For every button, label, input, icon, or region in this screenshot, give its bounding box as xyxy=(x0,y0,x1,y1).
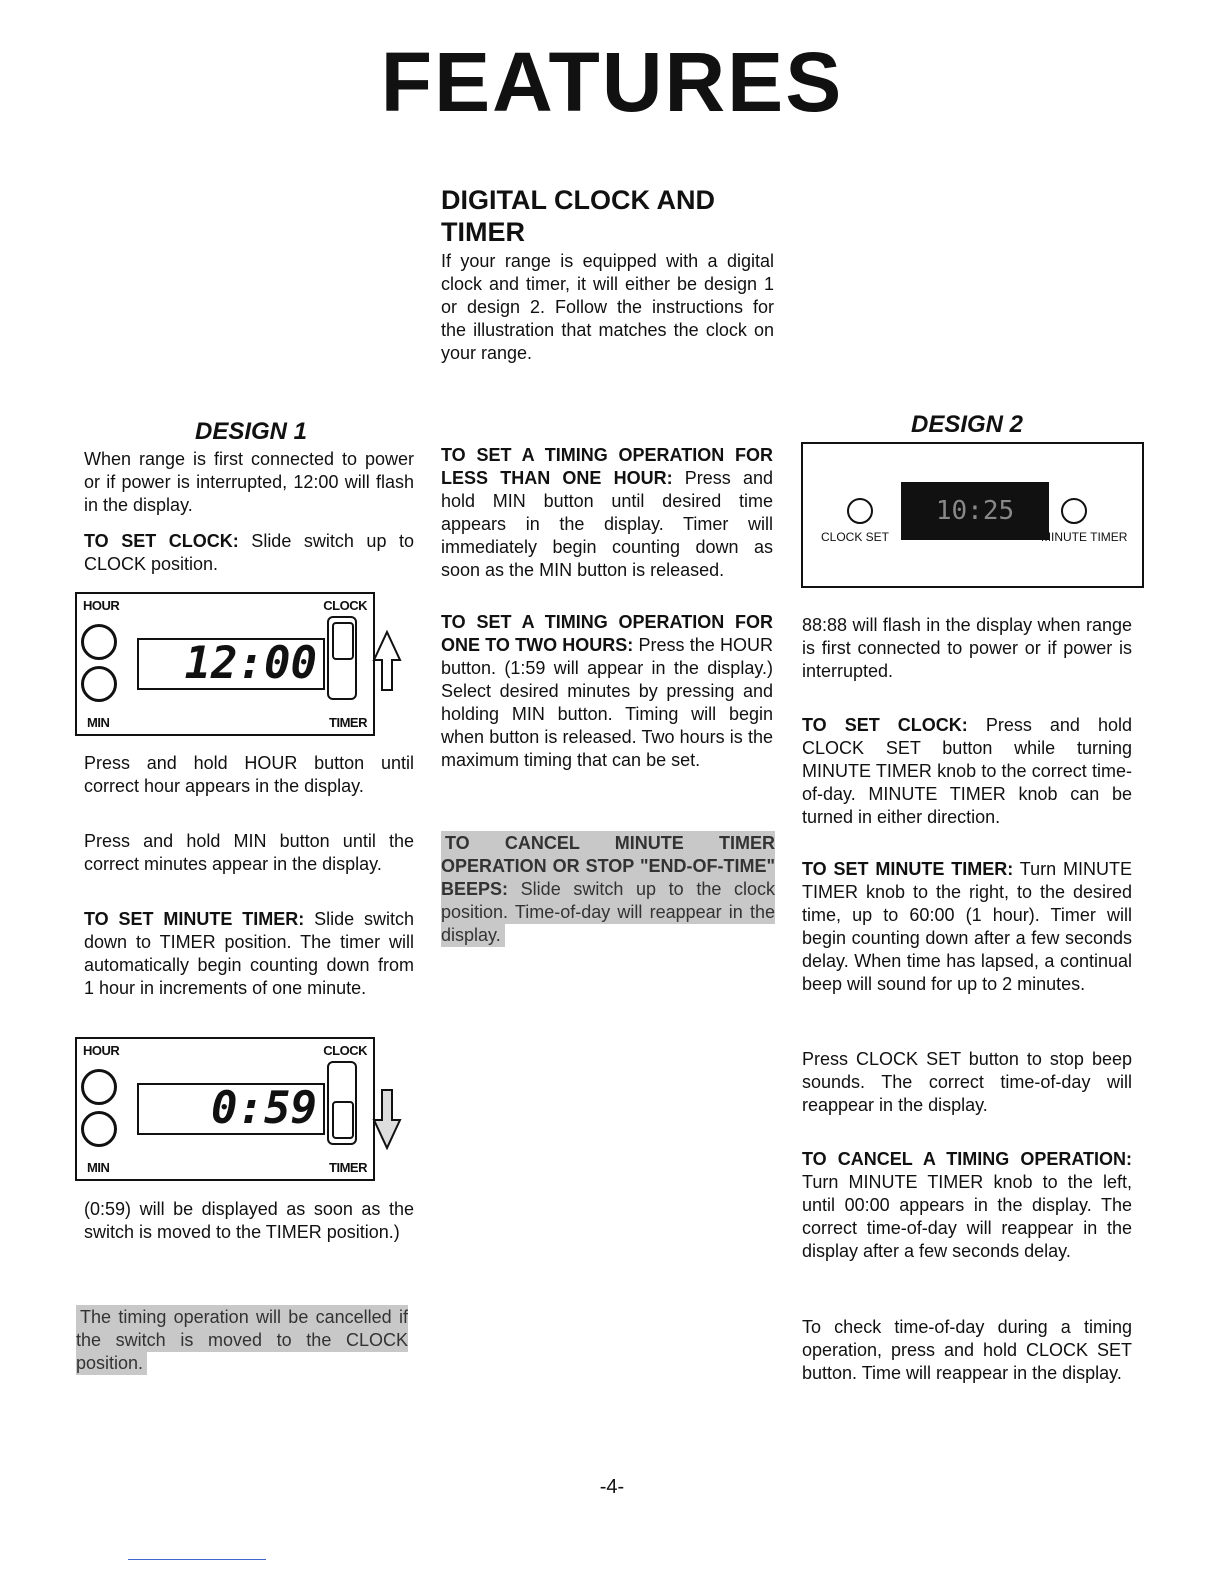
d2-cancel-label: TO CANCEL A TIMING OPERATION: xyxy=(802,1149,1132,1169)
timing-less-label: TO SET A TIMING OPERATION FOR LESS THAN ONE HOUR: xyxy=(441,445,773,488)
section-heading: DIGITAL CLOCK AND TIMER xyxy=(441,185,715,247)
clock-panel-12-00 xyxy=(75,592,375,736)
arrow-up-icon xyxy=(372,630,402,692)
min-label: MIN xyxy=(87,1160,110,1175)
min-label: MIN xyxy=(87,715,110,730)
clock-timer-switch[interactable] xyxy=(327,616,357,700)
design2-heading: DESIGN 2 xyxy=(911,411,1024,438)
clock-set-label: CLOCK SET xyxy=(821,530,890,544)
set-timer-label: TO SET MINUTE TIMER: xyxy=(84,909,305,929)
timing-less-text: Press and hold MIN button until desired time appears in the display. Timer will immediately begin counting down as soon as the MIN button is released. xyxy=(441,468,773,580)
minute-timer-knob[interactable] xyxy=(1061,498,1087,524)
hour-label: HOUR xyxy=(83,1043,120,1058)
min-button[interactable] xyxy=(81,1111,117,1147)
design2-stop-beep: Press CLOCK SET button to stop beep sounds. The correct time-of-day will reappear in the display. xyxy=(802,1049,1132,1115)
hour-button[interactable] xyxy=(81,624,117,660)
timer-label: TIMER xyxy=(329,715,367,730)
minute-timer-label: MINUTE TIMER xyxy=(1041,530,1128,544)
hour-button[interactable] xyxy=(81,1069,117,1105)
set-clock-text: Slide switch up to CLOCK position. xyxy=(84,531,415,574)
lcd-display: 12:00 xyxy=(137,638,325,690)
clock-timer-switch[interactable] xyxy=(327,1061,357,1145)
digital-display: 10:25 xyxy=(901,482,1049,540)
page-number: -4- xyxy=(599,1476,625,1498)
design1-hour-step: Press and hold HOUR button until correct hour appears in the display. xyxy=(84,753,414,796)
timing-less-than-hour xyxy=(441,444,773,582)
d2-set-timer-text: Turn MINUTE TIMER knob to the right, to the desired time, up to 60:00 (1 hour). Timer will begin counting down after a few seconds delay. When time has lapsed, a continual beep will sound for up to 2 minutes. xyxy=(802,859,1133,994)
clock-label: CLOCK xyxy=(323,598,367,613)
cancel-timer-note xyxy=(441,832,775,947)
set-timer-text: Slide switch down to TIMER position. The timer will automatically begin counting down from 1 hour in increments of one minute. xyxy=(84,909,414,998)
timing-one-to-two-hours xyxy=(441,611,773,772)
timing-two-label: TO SET A TIMING OPERATION FOR ONE TO TWO HOURS: xyxy=(441,612,773,655)
design2-panel xyxy=(801,442,1144,588)
set-clock-label: TO SET CLOCK: xyxy=(84,531,239,551)
d2-set-clock-text: Press and hold CLOCK SET button while turning MINUTE TIMER knob to the correct time-of-day. MINUTE TIMER knob can be turned in either direction. xyxy=(802,715,1133,827)
shaded-note xyxy=(441,831,775,947)
timing-two-text: Press the HOUR button. (1:59 will appear in the display.) Select desired minutes by pressing and holding MIN button. Timing will begin when button is released. Two hours is the maximum timing that can be set. xyxy=(441,635,773,770)
design1-intro: When range is first connected to power or if power is interrupted, 12:00 will flash in the display. xyxy=(84,449,414,515)
footer-rule xyxy=(128,1559,266,1560)
shaded-note: The timing operation will be cancelled if the switch is moved to the CLOCK position. xyxy=(76,1307,408,1373)
clock-panel-0-59 xyxy=(75,1037,375,1181)
design2-set-clock xyxy=(802,714,1132,829)
design2-cancel-timing xyxy=(802,1148,1132,1263)
design2-set-timer xyxy=(802,858,1132,996)
design1-heading: DESIGN 1 xyxy=(195,418,308,445)
design1-set-timer xyxy=(84,908,414,1000)
cancel-timer-text: Slide switch up to the clock position. Time-of-day will reappear in the display. xyxy=(441,879,775,945)
timer-label: TIMER xyxy=(329,1160,367,1175)
arrow-down-icon xyxy=(372,1088,402,1150)
clock-set-button[interactable] xyxy=(847,498,873,524)
intro-text: If your range is equipped with a digital clock and timer, it will either be design 1 or design 2. Follow the instructions for the illustration that matches the clock on your range. xyxy=(441,251,774,363)
hour-label: HOUR xyxy=(83,598,120,613)
d2-cancel-text: Turn MINUTE TIMER knob to the left, until 00:00 appears in the display. The correct time-of-day will reappear in the display after a few seconds delay. xyxy=(802,1172,1132,1261)
clock-label: CLOCK xyxy=(323,1043,367,1058)
min-button[interactable] xyxy=(81,666,117,702)
lcd-display: 0:59 xyxy=(137,1083,325,1135)
design2-check-time: To check time-of-day during a timing operation, press and hold CLOCK SET button. Time will reappear in the display. xyxy=(802,1317,1132,1383)
d2-set-clock-label: TO SET CLOCK: xyxy=(802,715,968,735)
design1-display-note: (0:59) will be displayed as soon as the switch is moved to the TIMER position.) xyxy=(84,1199,414,1242)
d2-set-timer-label: TO SET MINUTE TIMER: xyxy=(802,859,1014,879)
page-title: FEATURES xyxy=(380,35,844,129)
design1-cancel-note xyxy=(76,1306,408,1375)
design2-intro: 88:88 will flash in the display when range is first connected to power or if power is interrupted. xyxy=(802,615,1132,681)
cancel-timer-label: TO CANCEL MINUTE TIMER OPERATION OR STOP "END-OF-TIME" BEEPS: xyxy=(441,833,775,899)
design1-min-step: Press and hold MIN button until the correct minutes appear in the display. xyxy=(84,831,414,874)
design1-set-clock xyxy=(84,530,414,576)
